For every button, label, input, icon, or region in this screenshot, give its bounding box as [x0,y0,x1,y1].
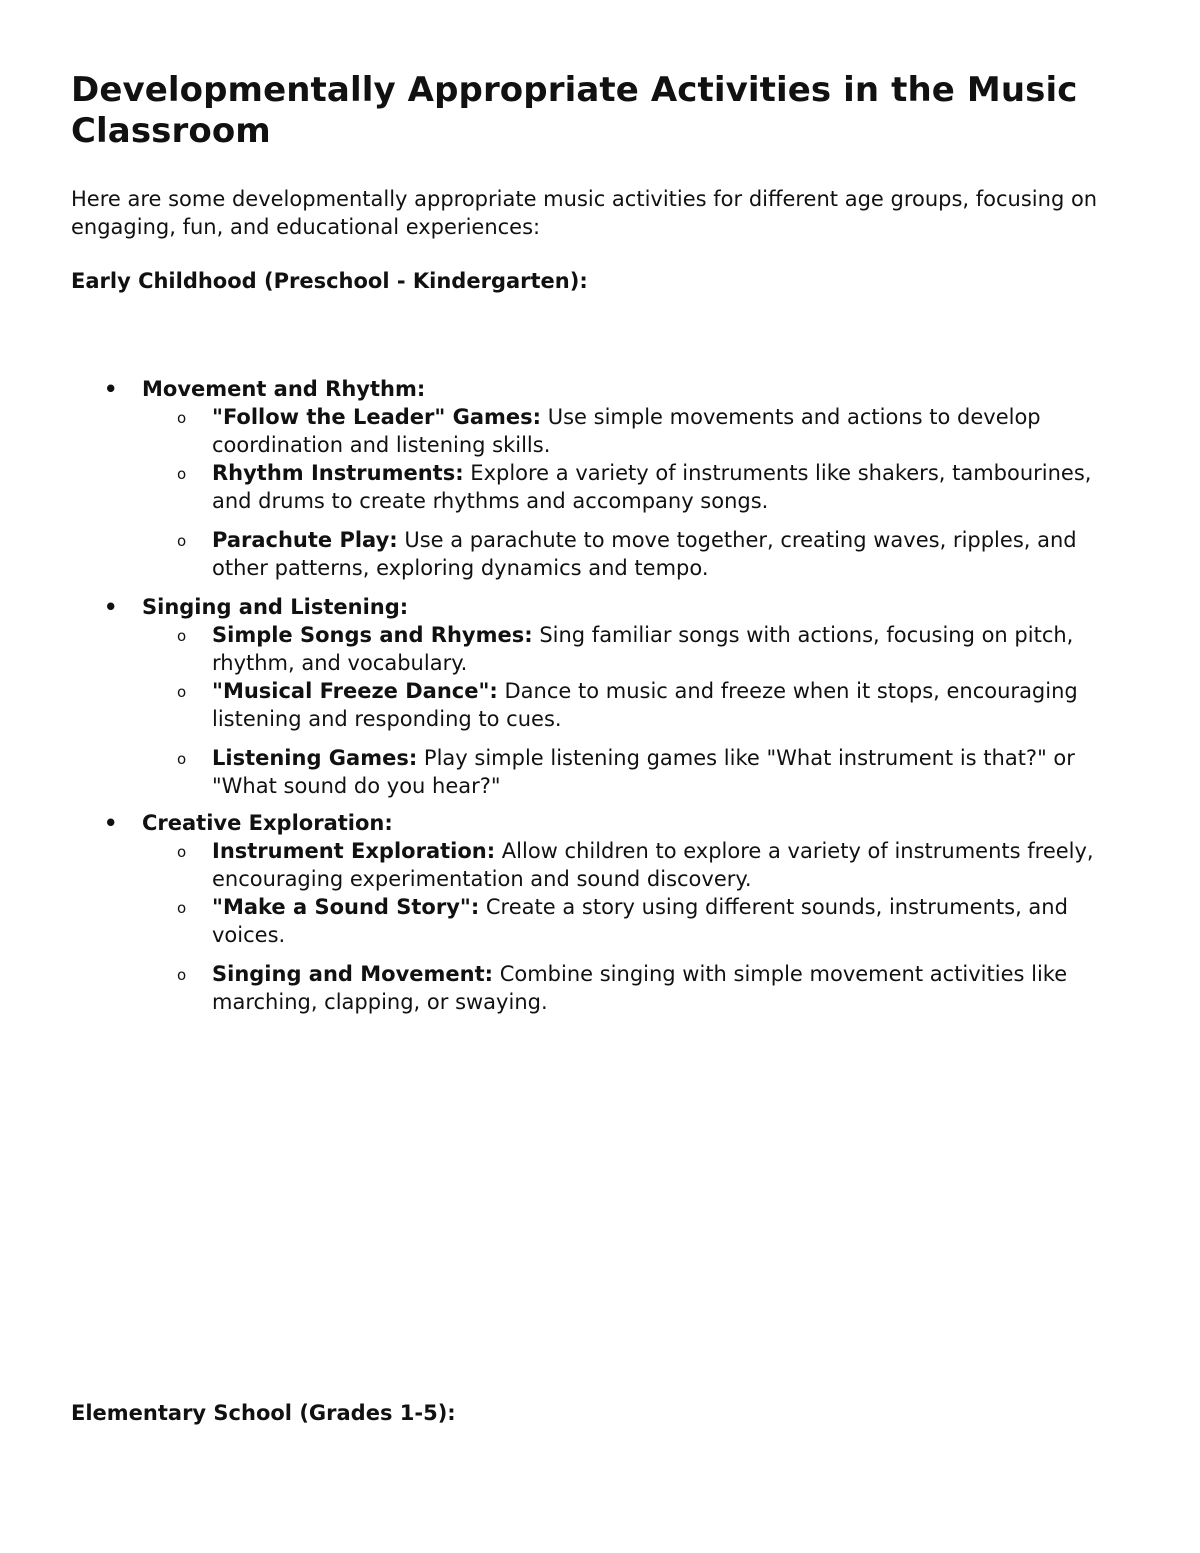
item-label: Instrument Exploration: [212,839,496,863]
item-text: Use a parachute to move together, creating waves, ripples, and other patterns, exploring dynamics and tempo. [212,528,1077,580]
item-label: Simple Songs and Rhymes: [212,623,533,647]
item-text: Combine singing with simple movement activities like marching, clapping, or swaying. [212,962,1068,1014]
category-movement-and-rhythm [71,375,1141,582]
item-text: Create a story using different sounds, instruments, and voices. [212,895,1068,947]
intro-paragraph: Here are some developmentally appropriate music activities for different age groups, focusing on engaging, fun, and educational experiences: [71,187,1098,239]
category-title [71,809,1141,837]
item-text: Dance to music and freeze when it stops, encouraging listening and responding to cues. [212,679,1078,731]
list-item [71,744,1132,800]
category-title-text: Creative Exploration: [142,811,393,835]
category-title-text: Movement and Rhythm: [142,377,426,401]
bullet-icon: • [104,595,118,619]
category-creative-exploration [71,809,1141,1016]
item-text: Allow children to explore a variety of instruments freely, encouraging experimentation and sound discovery. [212,839,1094,891]
item-label: "Musical Freeze Dance": [212,679,498,703]
sub-bullet-icon: o [177,966,187,984]
list-item [71,403,1132,459]
document-title: Developmentally Appropriate Activities in the Music Classroom [71,70,1078,151]
list-item [71,960,1132,1016]
sub-bullet-icon: o [177,843,187,861]
bullet-icon: • [104,811,118,835]
list-item [71,893,1132,949]
section-heading-early-childhood: Early Childhood (Preschool - Kindergarten): [71,269,588,293]
list-item [71,837,1132,893]
bullet-icon: • [104,377,118,401]
item-text: Play simple listening games like "What instrument is that?" or "What sound do you hear?" [212,746,1075,798]
sub-bullet-icon: o [177,532,187,550]
sub-bullet-icon: o [177,683,187,701]
list-item [71,526,1132,582]
item-text: Use simple movements and actions to develop coordination and listening skills. [212,405,1041,457]
item-text: Explore a variety of instruments like shakers, tambourines, and drums to create rhythms and accompany songs. [212,461,1092,513]
sub-bullet-icon: o [177,627,187,645]
list-item [71,621,1132,677]
item-text: Sing familiar songs with actions, focusing on pitch, rhythm, and vocabulary. [212,623,1074,675]
list-item [71,459,1132,515]
item-label: "Make a Sound Story": [212,895,480,919]
sub-bullet-icon: o [177,750,187,768]
section-heading-elementary-school: Elementary School (Grades 1-5): [71,1401,456,1425]
sub-bullet-icon: o [177,409,187,427]
item-label: Parachute Play: [212,528,398,552]
item-label: Rhythm Instruments: [212,461,464,485]
category-title [71,375,1141,403]
list-item [71,677,1132,733]
category-title [71,593,1141,621]
item-label: Singing and Movement: [212,962,494,986]
category-title-text: Singing and Listening: [142,595,409,619]
category-singing-and-listening [71,593,1141,800]
item-label: "Follow the Leader" Games: [212,405,542,429]
sub-bullet-icon: o [177,465,187,483]
sub-bullet-icon: o [177,899,187,917]
item-label: Listening Games: [212,746,418,770]
